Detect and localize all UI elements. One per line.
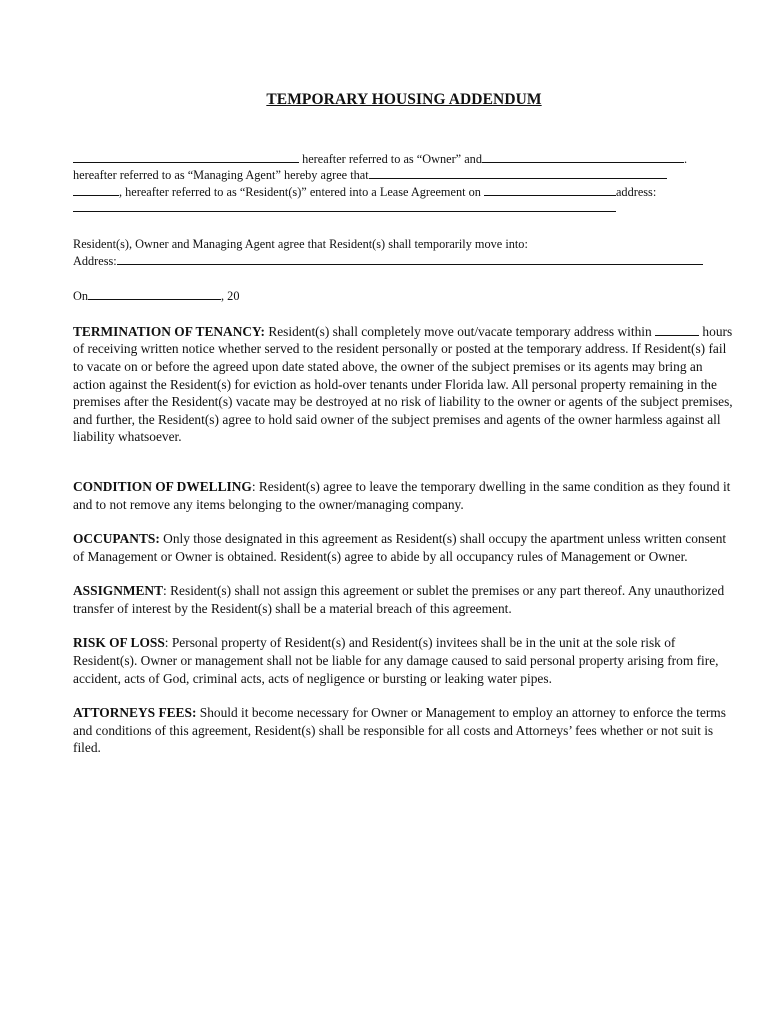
resident-name-blank[interactable] xyxy=(369,167,667,179)
section-termination xyxy=(73,323,735,446)
intro-line-address xyxy=(73,200,735,217)
move-date-row xyxy=(73,288,735,306)
temporary-move-clause xyxy=(73,236,735,269)
section-attorneys-fees xyxy=(73,704,735,757)
section-text: : Resident(s) agree to leave the temporary dwelling in the same condition as they found it and to not remove any items belonging to the owner/managing company. xyxy=(73,478,731,512)
section-heading: TERMINATION OF TENANCY: xyxy=(73,323,265,339)
owner-name-blank[interactable] xyxy=(73,151,299,163)
document-page xyxy=(73,88,735,757)
notice-hours-blank[interactable] xyxy=(655,324,699,336)
section-risk-of-loss xyxy=(73,634,735,687)
section-text: : Resident(s) shall not assign this agreement or sublet the premises or any part thereof. Any unauthorized transfer of interest by the Resident(s) shall be a material breach of this agreement. xyxy=(73,583,725,616)
section-heading: CONDITION OF DWELLING xyxy=(73,478,252,494)
intro-line-agent xyxy=(73,167,735,184)
lease-address-blank[interactable] xyxy=(73,200,616,212)
temporary-address-label: Address: xyxy=(73,253,117,268)
section-condition-of-dwelling xyxy=(73,478,735,513)
intro-line-owner xyxy=(73,151,735,168)
agent-clause: hereafter referred to as “Managing Agent” hereby agree that xyxy=(73,168,369,183)
section-text: hours of receiving written notice whether served to the resident personally or posted at the temporary address. If Resident(s) fail to vacate on or before the agreed upon date stated above, the owner of the subject premises or its agents may bring an action against the Resident(s) for eviction as hold-over tenants under Florida law. All personal property remaining in the premises after the Resident(s) vacate may be destroyed at no risk of liability to the owner or agents of the subject premises, and further, the Resident(s) agree to hold said owner of the subject premises and agents of the owner harmless against all liability whatsoever. xyxy=(73,323,733,445)
section-heading: RISK OF LOSS xyxy=(73,635,165,651)
section-text: Only those designated in this agreement as Resident(s) shall occupy the apartment unless written consent of Management or Owner is obtained. Resident(s) agree to abide by all occupancy rules of Management or Owner. xyxy=(73,531,727,564)
managing-agent-name-blank[interactable] xyxy=(482,151,684,163)
section-text: Should it become necessary for Owner or Management to employ an attorney to enforce the terms and conditions of this agreement, Resident(s) shall be responsible for all costs and Attorneys’ fees whether or not suit is filed. xyxy=(73,705,726,756)
address-label-inline: address: xyxy=(615,184,657,199)
resident-clause: , hereafter referred to as “Resident(s)” entered into a Lease Agreement on xyxy=(119,184,484,199)
section-assignment xyxy=(73,582,735,617)
parties-intro xyxy=(73,151,735,217)
move-date-blank[interactable] xyxy=(88,288,221,300)
section-heading: ASSIGNMENT xyxy=(73,583,164,599)
resident-name-blank-2[interactable] xyxy=(73,184,119,196)
section-heading: ATTORNEYS FEES: xyxy=(73,705,197,721)
owner-clause: hereafter referred to as “Owner” and xyxy=(302,151,482,166)
move-statement: Resident(s), Owner and Managing Agent agree that Resident(s) shall temporarily move into: xyxy=(73,236,528,251)
intro-line-resident xyxy=(73,184,735,201)
section-text: : Personal property of Resident(s) and Resident(s) invitees shall be in the unit at the sole risk of Resident(s). Owner or management shall not be liable for any damage caused to said personal property arising from fire, accident, acts of God, criminal acts, acts of negligence or bursting or leaking water pipes. xyxy=(73,635,719,686)
lease-date-blank[interactable] xyxy=(484,184,616,196)
section-text: Resident(s) shall completely move out/vacate temporary address within xyxy=(268,323,652,339)
owner-line-end: . xyxy=(683,151,688,166)
temporary-address-blank[interactable] xyxy=(117,253,703,265)
move-date-label: On xyxy=(73,289,89,304)
temporary-address-row xyxy=(73,253,735,270)
section-occupants xyxy=(73,530,735,565)
section-heading: OCCUPANTS: xyxy=(73,531,160,547)
move-date-year: , 20 xyxy=(221,289,240,304)
document-title: TEMPORARY HOUSING ADDENDUM xyxy=(266,91,542,108)
